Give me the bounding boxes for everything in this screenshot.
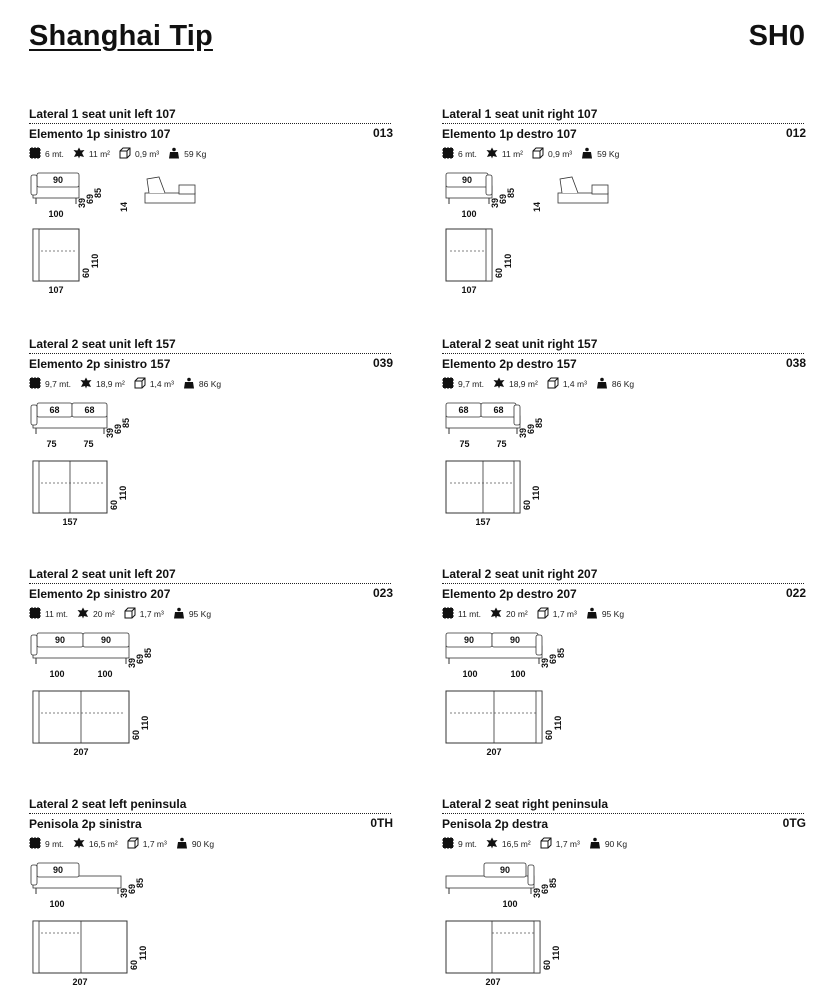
side-armrest [592,185,608,194]
leather-hide-icon [490,607,506,621]
sofa-base [446,186,492,198]
spec-weight [183,377,221,391]
name-it: Elemento 2p destro 207 [442,587,577,601]
total-depth-label: 110 [551,945,561,961]
spec-volume [124,607,164,621]
armrest [486,175,492,195]
back-height-label: 85 [121,417,131,429]
weight-value: 86 Kg [198,379,222,389]
fabric-value: 6 mt. [45,149,64,159]
spec-fabric [29,607,68,621]
seat-height-label: 39 [77,197,87,209]
spec-volume [537,607,577,621]
sofa-base [33,646,129,658]
name-en: Lateral 2 seat left peninsula [29,797,391,814]
spec-fabric [29,147,64,161]
seat-depth-label: 60 [522,499,532,511]
plan-armrest [33,229,39,281]
front-view [446,403,544,449]
total-depth-label: 110 [503,253,513,269]
back-height-label: 85 [556,647,566,659]
seat-height-label: 39 [518,427,528,439]
spec-volume [134,377,174,391]
name-it: Elemento 1p destro 107 [442,127,577,141]
element-039 [29,337,393,527]
spec-row [442,147,628,161]
leather-value: 18,9 m² [508,379,538,389]
seat-height-label: 39 [119,887,129,899]
unit-width-label: 75 [459,439,470,449]
weight-value: 95 Kg [188,609,212,619]
name-en: Lateral 1 seat unit left 107 [29,107,391,124]
front-view [446,173,516,219]
leather-hide-icon [77,607,93,621]
weight-value: 95 Kg [601,609,625,619]
arm-height-label: 69 [498,193,508,205]
front-view [31,403,131,449]
back-height-label: 85 [135,877,145,889]
total-depth-label: 110 [138,945,148,961]
seat-width-label: 90 [461,175,473,185]
leather-hide-icon [486,837,502,851]
total-depth-label: 110 [118,485,128,501]
spec-leather [486,147,523,161]
spec-volume [127,837,167,851]
element-022 [442,567,806,757]
plan-outline [33,229,79,281]
total-width-label: 107 [48,285,64,295]
leather-hide-icon [486,147,502,161]
plan-armrest [514,461,520,513]
volume-value: 1,4 m³ [562,379,587,389]
leather-value: 11 m² [501,149,524,159]
fabric-roll-icon [442,147,458,161]
leather-value: 16,5 m² [501,839,531,849]
seat-width-label: 90 [54,635,66,645]
back-height-label: 85 [548,877,558,889]
unit-width-label: 100 [502,899,518,909]
seat-width-label: 90 [100,635,112,645]
total-width-label: 207 [73,747,89,757]
seat-depth-label: 60 [131,729,141,741]
armrest [31,405,37,425]
leather-value: 16,5 m² [88,839,118,849]
technical-drawing [442,625,802,757]
page-title: Shanghai Tip [29,20,213,52]
leather-value: 11 m² [88,149,111,159]
spec-weight [173,607,211,621]
element-code: 039 [372,356,393,370]
sofa-base [33,876,121,888]
arm-height-label: 69 [548,653,558,665]
seat-height-label: 39 [540,657,550,669]
box-volume-icon [532,147,548,161]
seat-depth-label: 60 [109,499,119,511]
weight-icon [586,607,602,621]
back-height-label: 85 [143,647,153,659]
spec-volume [547,377,587,391]
front-view [31,173,103,219]
name-en: Lateral 2 seat unit left 207 [29,567,391,584]
total-depth-label: 110 [531,485,541,501]
plan-view [33,921,148,987]
volume-value: 0,9 m³ [135,149,160,159]
seat-depth-label: 60 [542,959,552,971]
element-code: 022 [785,586,806,600]
weight-icon [176,837,192,851]
unit-width-label: 75 [83,439,94,449]
plan-view [33,229,100,295]
weight-value: 86 Kg [611,379,635,389]
name-it: Penisola 2p sinistra [29,817,142,831]
element-0TH [29,797,393,987]
spec-volume [532,147,572,161]
fabric-value: 6 mt. [458,149,477,159]
element-038 [442,337,806,527]
unit-width-label: 100 [510,669,526,679]
box-volume-icon [547,377,563,391]
box-volume-icon [124,607,140,621]
seat-width-label: 68 [84,405,95,415]
spec-leather [490,607,528,621]
total-width-label: 207 [486,747,502,757]
back-height-label: 85 [93,187,103,199]
side-armrest [179,185,195,194]
unit-width-label: 100 [461,209,477,219]
seat-width-label: 68 [49,405,60,415]
spec-row [29,147,215,161]
fabric-value: 11 mt. [458,609,481,619]
side-base [558,193,608,203]
plan-outline [446,921,540,973]
side-view [119,177,195,212]
weight-icon [173,607,189,621]
total-depth-label: 110 [90,253,100,269]
seat-depth-label: 60 [544,729,554,741]
spec-weight [589,837,627,851]
plan-view [446,921,561,987]
unit-width-label: 100 [48,209,64,219]
spec-weight [586,607,624,621]
seat-width-label: 90 [509,635,521,645]
spec-weight [596,377,634,391]
unit-width-label: 100 [49,899,65,909]
armrest [536,635,542,655]
front-view [446,863,558,909]
sofa-base [446,876,534,888]
element-code: 0TG [782,816,806,830]
spec-weight [581,147,619,161]
spec-row [442,377,643,391]
unit-width-label: 75 [496,439,507,449]
plan-view [446,461,541,527]
armrest [31,865,37,885]
arm-height-label: 69 [135,653,145,665]
fabric-value: 9,7 mt. [458,379,484,389]
technical-drawing [29,855,389,987]
seat-width-label: 68 [458,405,469,415]
plan-view [33,691,150,757]
leather-hide-icon [73,837,89,851]
leather-hide-icon [493,377,509,391]
back-height-label: 85 [534,417,544,429]
product-code: SH0 [748,20,805,52]
name-en: Lateral 2 seat unit left 157 [29,337,391,354]
armrest [31,635,37,655]
technical-drawing [442,165,802,297]
plan-armrest [33,461,39,513]
total-width-label: 157 [475,517,491,527]
plan-armrest [536,691,542,743]
plan-outline [33,921,127,973]
name-it: Penisola 2p destra [442,817,549,831]
side-backrest [147,177,165,193]
spec-row [29,837,223,851]
fabric-roll-icon [29,147,45,161]
arm-height-label: 69 [540,883,550,895]
seat-depth-label: 60 [129,959,139,971]
weight-value: 90 Kg [604,839,628,849]
technical-drawing [442,395,802,527]
spec-fabric [442,607,481,621]
plan-armrest [33,691,39,743]
seat-width-label: 68 [493,405,504,415]
spec-leather [80,377,125,391]
sofa-base [33,186,79,198]
name-en: Lateral 2 seat unit right 157 [442,337,804,354]
total-width-label: 207 [485,977,501,987]
name-en: Lateral 2 seat right peninsula [442,797,804,814]
arm-height-label: 69 [127,883,137,895]
sofa-base [446,416,520,428]
element-code: 0TH [370,816,393,830]
weight-icon [183,377,199,391]
technical-drawing [29,165,389,297]
spec-row [442,837,636,851]
spec-fabric [442,147,477,161]
element-code: 012 [785,126,806,140]
technical-drawing [29,625,389,757]
weight-value: 90 Kg [191,839,215,849]
element-012 [442,107,806,297]
total-depth-label: 110 [553,715,563,731]
fabric-roll-icon [442,837,458,851]
name-it: Elemento 1p sinistro 107 [29,127,171,141]
leg-height-label: 14 [119,201,129,213]
spec-volume [540,837,580,851]
spec-fabric [29,837,64,851]
spec-volume [119,147,159,161]
plan-outline [446,229,492,281]
fabric-roll-icon [442,607,458,621]
fabric-roll-icon [29,377,45,391]
volume-value: 1,7 m³ [555,839,580,849]
front-view [446,633,566,679]
technical-drawing [442,855,802,987]
back-height-label: 85 [506,187,516,199]
spec-leather [486,837,531,851]
fabric-roll-icon [29,607,45,621]
leather-hide-icon [80,377,96,391]
arm-height-label: 69 [526,423,536,435]
leather-value: 20 m² [506,609,528,619]
plan-view [446,229,513,295]
weight-icon [581,147,597,161]
total-width-label: 207 [72,977,88,987]
seat-width-label: 90 [52,865,64,875]
side-base [145,193,195,203]
seat-height-label: 39 [127,657,137,669]
seat-height-label: 39 [105,427,115,439]
seat-depth-label: 60 [494,267,504,279]
spec-row [442,607,633,621]
technical-drawing [29,395,389,527]
seat-height-label: 39 [532,887,542,899]
element-code: 038 [785,356,806,370]
volume-value: 1,7 m³ [142,839,167,849]
spec-leather [73,837,118,851]
seat-height-label: 39 [490,197,500,209]
arm-height-label: 69 [85,193,95,205]
weight-icon [596,377,612,391]
element-code: 023 [372,586,393,600]
sofa-base [446,646,542,658]
name-it: Elemento 2p sinistro 207 [29,587,171,601]
seat-width-label: 90 [499,865,511,875]
plan-armrest [534,921,540,973]
name-en: Lateral 2 seat unit right 207 [442,567,804,584]
weight-value: 59 Kg [597,149,620,159]
name-it: Elemento 2p sinistro 157 [29,357,171,371]
front-view [31,633,153,679]
fabric-roll-icon [442,377,458,391]
box-volume-icon [119,147,135,161]
side-view [532,177,608,212]
name-it: Elemento 2p destro 157 [442,357,577,371]
element-0TG [442,797,806,987]
element-code: 013 [372,126,393,140]
total-depth-label: 110 [140,715,150,731]
plan-view [33,461,128,527]
spec-leather [493,377,538,391]
volume-value: 1,4 m³ [149,379,174,389]
spec-leather [77,607,115,621]
fabric-value: 11 mt. [45,609,68,619]
arm-height-label: 69 [113,423,123,435]
weight-icon [589,837,605,851]
seat-depth-label: 60 [81,267,91,279]
armrest [31,175,37,195]
plan-armrest [486,229,492,281]
leather-value: 18,9 m² [95,379,125,389]
armrest [528,865,534,885]
volume-value: 1,7 m³ [552,609,577,619]
unit-width-label: 100 [462,669,478,679]
element-023 [29,567,393,757]
total-width-label: 157 [62,517,78,527]
spec-leather [73,147,110,161]
spec-fabric [442,837,477,851]
fabric-value: 9 mt. [458,839,477,849]
front-view [31,863,145,909]
unit-width-label: 100 [97,669,113,679]
fabric-roll-icon [29,837,45,851]
element-013 [29,107,393,297]
box-volume-icon [537,607,553,621]
side-backrest [560,177,578,193]
unit-width-label: 75 [46,439,57,449]
seat-width-label: 90 [52,175,64,185]
name-en: Lateral 1 seat unit right 107 [442,107,804,124]
plan-armrest [33,921,39,973]
spec-fabric [442,377,484,391]
box-volume-icon [540,837,556,851]
leather-value: 20 m² [93,609,115,619]
armrest [514,405,520,425]
volume-value: 0,9 m³ [548,149,573,159]
sofa-base [33,416,107,428]
total-width-label: 107 [461,285,477,295]
seat-width-label: 90 [463,635,475,645]
unit-width-label: 100 [49,669,65,679]
spec-row [29,377,230,391]
plan-view [446,691,563,757]
spec-weight [168,147,206,161]
box-volume-icon [127,837,143,851]
spec-row [29,607,220,621]
volume-value: 1,7 m³ [139,609,164,619]
leather-hide-icon [73,147,89,161]
fabric-value: 9,7 mt. [45,379,71,389]
spec-weight [176,837,214,851]
fabric-value: 9 mt. [45,839,64,849]
box-volume-icon [134,377,150,391]
weight-icon [168,147,184,161]
leg-height-label: 14 [532,201,542,213]
weight-value: 59 Kg [184,149,207,159]
spec-fabric [29,377,71,391]
